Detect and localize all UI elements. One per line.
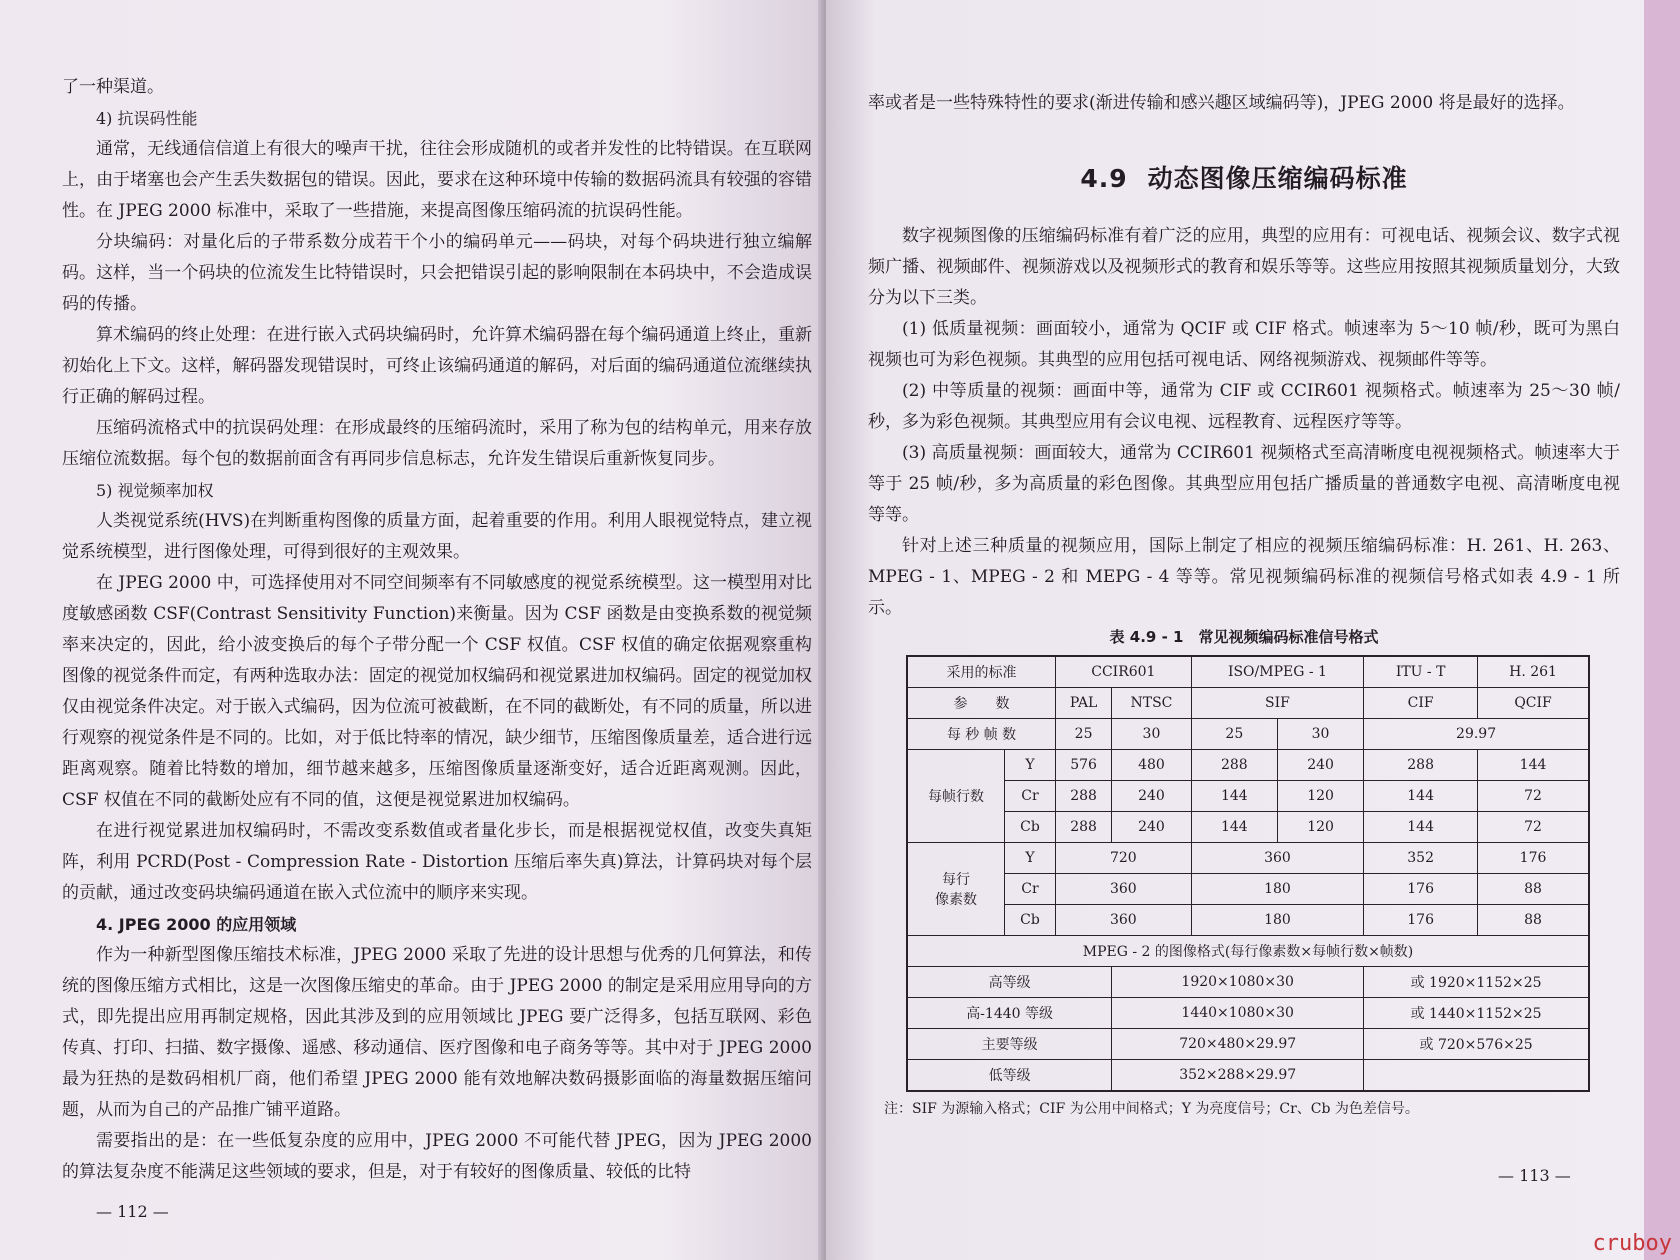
- cell-cb: Cb: [1005, 812, 1056, 843]
- left-paragraph: 作为一种新型图像压缩技术标准，JPEG 2000 采取了先进的设计思想与优秀的几何算法，和传统的图像压缩方式相比，这是一次图像压缩史的革命。由于 JPEG 2000 的制定是采用应用导向的方式，即先提出应用再制定规格，因此其涉及到的应用领域比 JPEG 要广泛得多，包括互联网、彩色传真、打印、扫描、数字摄像、遥感、移动通信、医疗图像和电子商务等等。其中对于 JPEG 2000 最为狂热的是数码相机厂商，他们希望 JPEG 2000 能有效地解决数码摄影面临的海量数据压缩问题，从而为自己的产品推广铺平道路。: [62, 945, 812, 1120]
- cell: 88: [1478, 905, 1589, 936]
- left-column: [62, 72, 812, 1188]
- cell: 30: [1112, 719, 1192, 750]
- cell: 25: [1056, 719, 1112, 750]
- cell: 352: [1364, 843, 1478, 874]
- table-note: 注：SIF 为源输入格式；CIF 为公用中间格式；Y 为亮度信号；Cr、Cb 为色差信号。: [884, 1101, 1419, 1117]
- cell: 29.97: [1364, 719, 1589, 750]
- cell: 720: [1056, 843, 1192, 874]
- cell: 360: [1056, 905, 1192, 936]
- video-format-table: [906, 655, 1590, 1092]
- table-caption: 表 4.9 - 1 常见视频编码标准信号格式: [1109, 628, 1379, 646]
- cell: 144: [1364, 781, 1478, 812]
- cell: 288: [1056, 812, 1112, 843]
- cell: 180: [1191, 874, 1363, 905]
- th-sif: SIF: [1191, 688, 1363, 719]
- mpeg2-level: 高等级: [907, 967, 1112, 998]
- mpeg2-title: MPEG - 2 的图像格式(每行像素数×每帧行数×帧数): [907, 936, 1589, 967]
- cell: [1364, 1060, 1589, 1092]
- cell: 144: [1191, 812, 1277, 843]
- cell: 288: [1364, 750, 1478, 781]
- cell: 或 1920×1152×25: [1364, 967, 1589, 998]
- cell-cb: Cb: [1005, 905, 1056, 936]
- left-paragraph: 在 JPEG 2000 中，可选择使用对不同空间频率有不同敏感度的视觉系统模型。这一模型用对比度敏感函数 CSF(Contrast Sensitivity Function)来衡量。因为 CSF 函数是由变换系数的视觉频率来决定的，因此，给小波变换后的每个子带分配一个 CSF 权值。CSF 权值的确定依据观察重构图像的视觉条件而定，有两种选取办法：固定的视觉加权编码和视觉累进加权编码。固定的视觉加权仅由视觉条件决定。对于嵌入式编码，因为位流可被截断，在不同的截断处，有不同的质量，所以进行观察的视觉条件是不同的。比如，对于低比特率的情况，缺少细节，压缩图像质量差，适合进行远距离观察。随着比特数的增加，细节越来越多，压缩图像质量逐渐变好，适合近距离观测。因此，CSF 权值在不同的截断处应有不同的值，这便是视觉累进加权编码。: [62, 573, 812, 810]
- section-number: 4.9: [1080, 164, 1128, 193]
- right-paragraph: 针对上述三种质量的视频应用，国际上制定了相应的视频压缩编码标准：H. 261、H. 263、MPEG - 1、MPEG - 2 和 MEPG - 4 等等。常见视频编码标准的视频信号格式如表 4.9 - 1 所示。: [868, 536, 1620, 618]
- cell: 288: [1056, 781, 1112, 812]
- right-paragraph: (3) 高质量视频：画面较大，通常为 CCIR601 视频格式至高清晰度电视视频格式。帧速率大于等于 25 帧/秒，多为高质量的彩色图像。其典型应用包括广播质量的普通数字电视、高清晰度电视等等。: [868, 443, 1620, 525]
- th-ccir601: CCIR601: [1056, 656, 1192, 688]
- right-paragraph: (1) 低质量视频：画面较小，通常为 QCIF 或 CIF 格式。帧速率为 5～10 帧/秒，既可为黑白视频也可为彩色视频。其典型的应用包括可视电话、网络视频游戏、视频邮件等等。: [868, 319, 1620, 370]
- cell: 720×480×29.97: [1112, 1029, 1364, 1060]
- cell-cr: Cr: [1005, 781, 1056, 812]
- cell: 176: [1364, 874, 1478, 905]
- th-params: 参 数: [907, 688, 1056, 719]
- cell: 576: [1056, 750, 1112, 781]
- cell: 1440×1080×30: [1112, 998, 1364, 1029]
- left-paragraph: 4) 抗误码性能: [96, 109, 198, 128]
- cell-cr: Cr: [1005, 874, 1056, 905]
- left-page: [0, 0, 826, 1260]
- left-paragraph: 4. JPEG 2000 的应用领域: [96, 915, 297, 934]
- cell: 120: [1277, 812, 1363, 843]
- left-paragraph: 需要指出的是：在一些低复杂度的应用中，JPEG 2000 不可能代替 JPEG，因为 JPEG 2000 的算法复杂度不能满足这些领域的要求，但是，对于有较好的图像质量、较低的比特: [62, 1131, 812, 1182]
- cell: 352×288×29.97: [1112, 1060, 1364, 1092]
- right-page: [826, 0, 1644, 1260]
- cell: 240: [1112, 812, 1192, 843]
- left-paragraph: 人类视觉系统(HVS)在判断重构图像的质量方面，起着重要的作用。利用人眼视觉特点，建立视觉系统模型，进行图像处理，可得到很好的主观效果。: [62, 511, 812, 562]
- left-paragraph: 分块编码：对量化后的子带系数分成若干个小的编码单元——码块，对每个码块进行独立编解码。这样，当一个码块的位流发生比特错误时，只会把错误引起的影响限制在本码块中，不会造成误码的传播。: [62, 232, 812, 314]
- cell: 360: [1191, 843, 1363, 874]
- cell: 144: [1364, 812, 1478, 843]
- cell: 360: [1056, 874, 1192, 905]
- section-heading: [868, 159, 1620, 195]
- row-fps-label: 每 秒 帧 数: [907, 719, 1056, 750]
- cell: 或 720×576×25: [1364, 1029, 1589, 1060]
- right-page-number: — 113 —: [1498, 1166, 1571, 1185]
- mpeg2-level: 主要等级: [907, 1029, 1112, 1060]
- right-paragraph: (2) 中等质量的视频：画面中等，通常为 CIF 或 CCIR601 视频格式。帧速率为 25～30 帧/秒，多为彩色视频。其典型应用有会议电视、远程教育、远程医疗等等。: [868, 381, 1620, 432]
- right-paragraphs: [868, 221, 1620, 624]
- right-column: [868, 88, 1620, 1118]
- mpeg2-level: 高-1440 等级: [907, 998, 1112, 1029]
- cell: 480: [1112, 750, 1192, 781]
- cell-y: Y: [1005, 750, 1056, 781]
- left-paragraph: 在进行视觉累进加权编码时，不需改变系数值或者量化步长，而是根据视觉权值，改变失真矩阵，利用 PCRD(Post - Compression Rate - Distortion 压缩后率失真)算法，计算码块对每个层的贡献，通过改变码块编码通道在嵌入式位流中的顺序来实现。: [62, 821, 812, 903]
- watermark: cruboy: [1592, 1231, 1672, 1256]
- th-standard: 采用的标准: [907, 656, 1056, 688]
- left-paragraph: 5) 视觉频率加权: [96, 481, 214, 500]
- th-itu-t: ITU - T: [1364, 656, 1478, 688]
- left-paragraph: 算术编码的终止处理：在进行嵌入式码块编码时，允许算术编码器在每个编码通道上终止，重新初始化上下文。这样，解码器发现错误时，可终止该编码通道的解码，对后面的编码通道位流继续执行正确的解码过程。: [62, 325, 812, 407]
- left-paragraph: 压缩码流格式中的抗误码处理：在形成最终的压缩码流时，采用了称为包的结构单元，用来存放压缩位流数据。每个包的数据前面含有再同步信息标志，允许发生错误后重新恢复同步。: [62, 418, 812, 469]
- cell: 88: [1478, 874, 1589, 905]
- right-paragraph: 数字视频图像的压缩编码标准有着广泛的应用，典型的应用有：可视电话、视频会议、数字式视频广播、视频邮件、视频游戏以及视频形式的教育和娱乐等等。这些应用按照其视频质量划分，大致分为以下三类。: [868, 226, 1620, 308]
- cell: 144: [1478, 750, 1589, 781]
- cell: 180: [1191, 905, 1363, 936]
- cell-y: Y: [1005, 843, 1056, 874]
- row-lines-label: 每帧行数: [907, 750, 1005, 843]
- cell: 240: [1112, 781, 1192, 812]
- cell: 1920×1080×30: [1112, 967, 1364, 998]
- section-title: 动态图像压缩编码标准: [1147, 164, 1408, 193]
- cell: 144: [1191, 781, 1277, 812]
- th-pal: PAL: [1056, 688, 1112, 719]
- th-ntsc: NTSC: [1112, 688, 1192, 719]
- cell: 288: [1191, 750, 1277, 781]
- row-pixels-label: 每行 像素数: [907, 843, 1005, 936]
- left-page-number: — 112 —: [96, 1202, 169, 1221]
- right-intro: 率或者是一些特殊特性的要求(渐进传输和感兴趣区域编码等)，JPEG 2000 将是最好的选择。: [868, 93, 1575, 113]
- cell: 30: [1277, 719, 1363, 750]
- cell: 72: [1478, 781, 1589, 812]
- mpeg2-level: 低等级: [907, 1060, 1112, 1092]
- th-iso-mpeg1: ISO/MPEG - 1: [1191, 656, 1363, 688]
- cell: 240: [1277, 750, 1363, 781]
- th-h261: H. 261: [1478, 656, 1589, 688]
- left-paragraph: 通常，无线通信信道上有很大的噪声干扰，往往会形成随机的或者并发性的比特错误。在互联网上，由于堵塞也会产生丢失数据包的错误。因此，要求在这种环境中传输的数据码流具有较强的容错性。在 JPEG 2000 标准中，采取了一些措施，来提高图像压缩码流的抗误码性能。: [62, 139, 812, 221]
- left-paragraph: 了一种渠道。: [62, 77, 164, 97]
- cell: 或 1440×1152×25: [1364, 998, 1589, 1029]
- cell: 120: [1277, 781, 1363, 812]
- cell: 25: [1191, 719, 1277, 750]
- cell: 176: [1364, 905, 1478, 936]
- cell: 176: [1478, 843, 1589, 874]
- th-qcif: QCIF: [1478, 688, 1589, 719]
- cell: 72: [1478, 812, 1589, 843]
- th-cif: CIF: [1364, 688, 1478, 719]
